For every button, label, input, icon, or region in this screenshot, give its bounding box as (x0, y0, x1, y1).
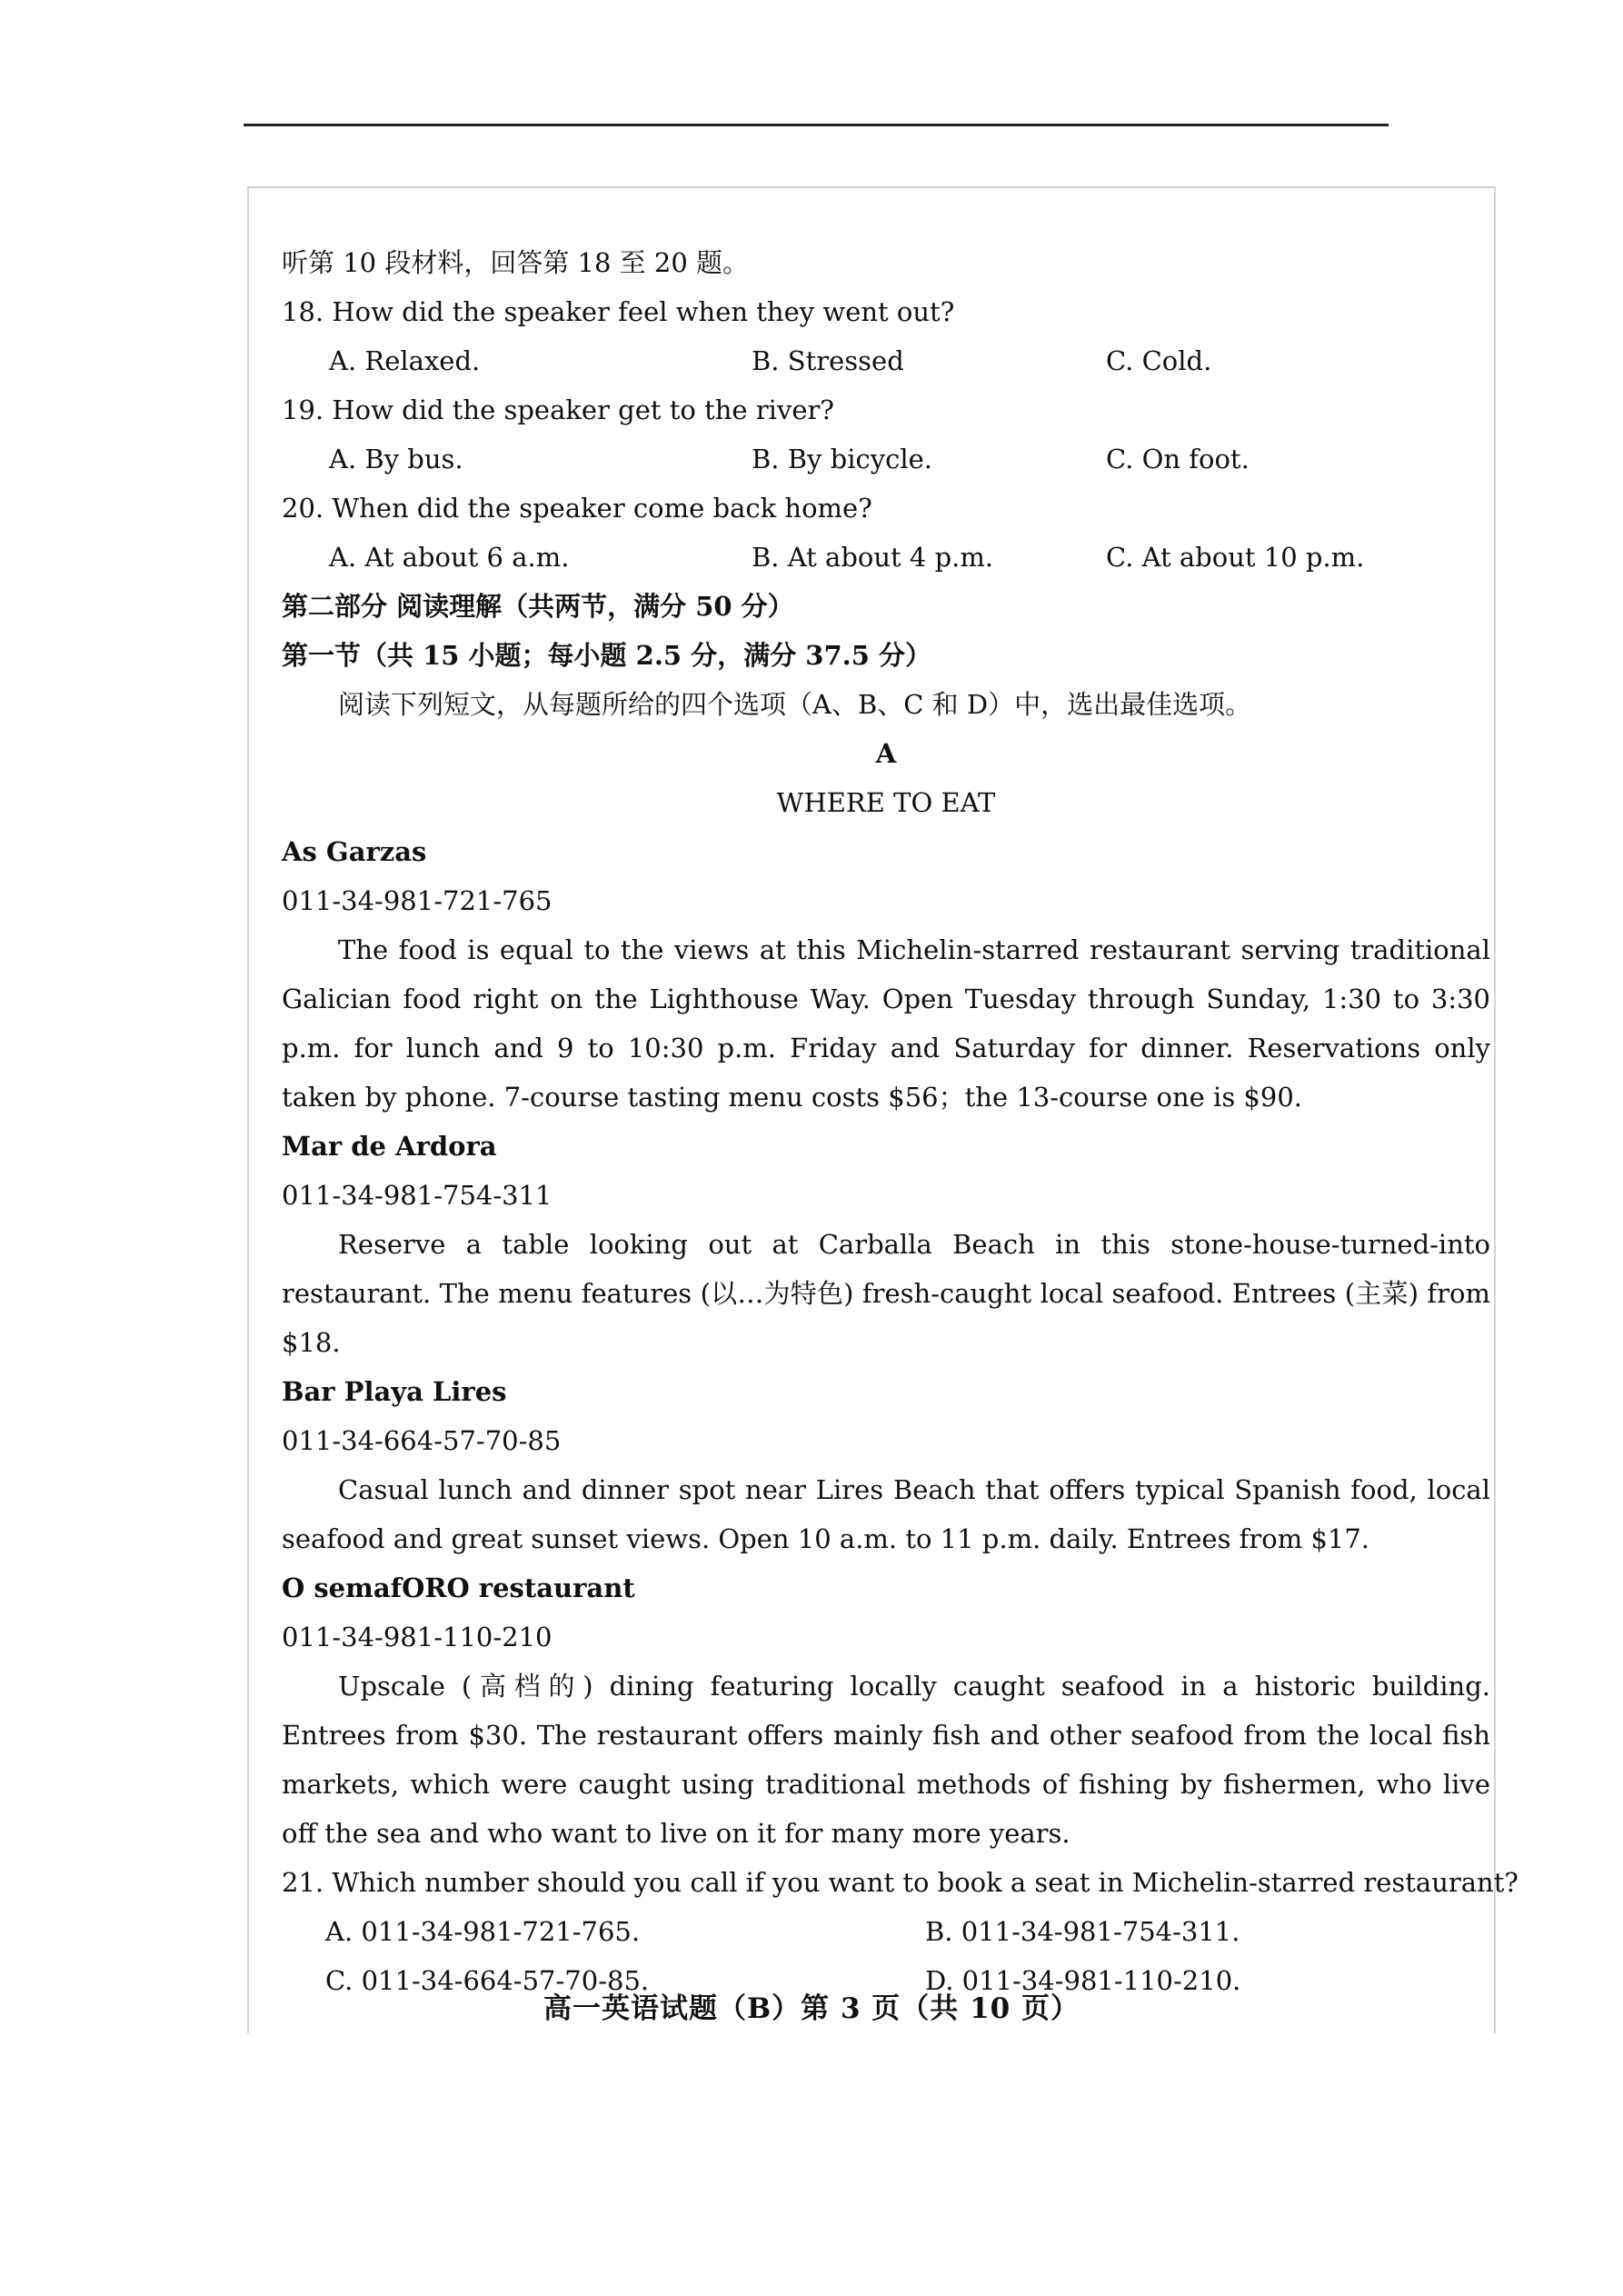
option-c: C. On foot. (1106, 444, 1250, 474)
page-footer: 高一英语试题（B）第 3 页（共 10 页） (543, 1992, 1080, 2025)
question-text: 21. Which number should you call if you want to book a seat in Michelin-starred restaurant? (282, 1867, 1518, 1898)
question-text: 20. When did the speaker come back home? (282, 493, 872, 524)
options-row (282, 336, 1490, 385)
question-19 (282, 385, 1490, 484)
restaurant-name: As Garzas (282, 836, 427, 867)
restaurant-entry (282, 1122, 1490, 1367)
restaurant-entry (282, 1563, 1490, 1858)
restaurant-entry (282, 827, 1490, 1122)
restaurant-name: Mar de Ardora (282, 1131, 497, 1162)
listening-instruction: 听第 10 段材料，回答第 18 至 20 题。 (282, 247, 750, 278)
restaurant-phone: 011-34-981-721-765 (282, 885, 553, 916)
restaurant-description: The food is equal to the views at this Michelin-starred restaurant serving traditional Galician food right on the Lighthouse Way. Open Tuesday through Sunday, 1:30 to 3:30 p.m. for lunch and 9 to 10:30 p.m. Friday and Saturday for dinner. Reservations only taken by phone. 7-course tasting menu costs $56；the 13-course one is $90. (282, 934, 1490, 1113)
options-row (282, 533, 1490, 582)
option-c: C. 011-34-664-57-70-85. (325, 1965, 650, 1996)
restaurant-description: Casual lunch and dinner spot near Lires Beach that offers typical Spanish food, local seafood and great sunset views. Open 10 a.m. to 11 p.m. daily. Entrees from $17. (282, 1474, 1490, 1554)
restaurant-description: Reserve a table looking out at Carballa Beach in this stone-house-turned-into restaurant. The menu features (以…为特色) fresh-caught local seafood. Entrees (主菜) from $18. (282, 1229, 1490, 1358)
option-b: B. 011-34-981-754-311. (925, 1916, 1240, 1947)
option-a: A. Relaxed. (329, 345, 481, 376)
section1-instruction: 阅读下列短文，从每题所给的四个选项（A、B、C 和 D）中，选出最佳选项。 (338, 689, 1252, 720)
restaurant-name: Bar Playa Lires (282, 1376, 507, 1407)
option-a: A. At about 6 a.m. (329, 542, 570, 573)
option-b: B. At about 4 p.m. (752, 542, 994, 573)
top-rule (244, 124, 1389, 126)
part2-title: 第二部分 阅读理解（共两节，满分 50 分） (282, 591, 794, 622)
question-text: 18. How did the speaker feel when they went out? (282, 296, 955, 327)
question-20 (282, 484, 1490, 582)
option-c: C. At about 10 p.m. (1106, 542, 1365, 573)
restaurant-phone: 011-34-664-57-70-85 (282, 1425, 562, 1456)
restaurant-entry (282, 1367, 1490, 1563)
passage-title: WHERE TO EAT (776, 787, 996, 818)
options-row (282, 434, 1490, 484)
exam-content (282, 238, 1518, 2005)
option-d: D. 011-34-981-110-210. (925, 1965, 1241, 1996)
restaurant-description: Upscale (高档的) dining featuring locally caught seafood in a historic building. Entrees from $30. The restaurant offers mainly fish and other seafood from the local fish markets, which were caught using traditional methods of fishing by fishermen, who live off the sea and who want to live on it for many more years. (282, 1671, 1490, 1849)
option-b: B. By bicycle. (752, 444, 933, 474)
option-a: A. 011-34-981-721-765. (325, 1916, 641, 1947)
question-21 (282, 1858, 1518, 2005)
question-18 (282, 287, 1490, 385)
option-c: C. Cold. (1106, 345, 1212, 376)
restaurant-phone: 011-34-981-110-210 (282, 1622, 553, 1652)
option-b: B. Stressed (752, 345, 904, 376)
passage-letter: A (875, 738, 897, 769)
option-a: A. By bus. (329, 444, 463, 474)
restaurant-phone: 011-34-981-754-311 (282, 1180, 553, 1211)
options-row (282, 1907, 1490, 1956)
question-text: 19. How did the speaker get to the river? (282, 394, 834, 425)
restaurant-name: O semafORO restaurant (282, 1572, 635, 1603)
section1-title: 第一节（共 15 小题；每小题 2.5 分，满分 37.5 分） (282, 640, 932, 671)
